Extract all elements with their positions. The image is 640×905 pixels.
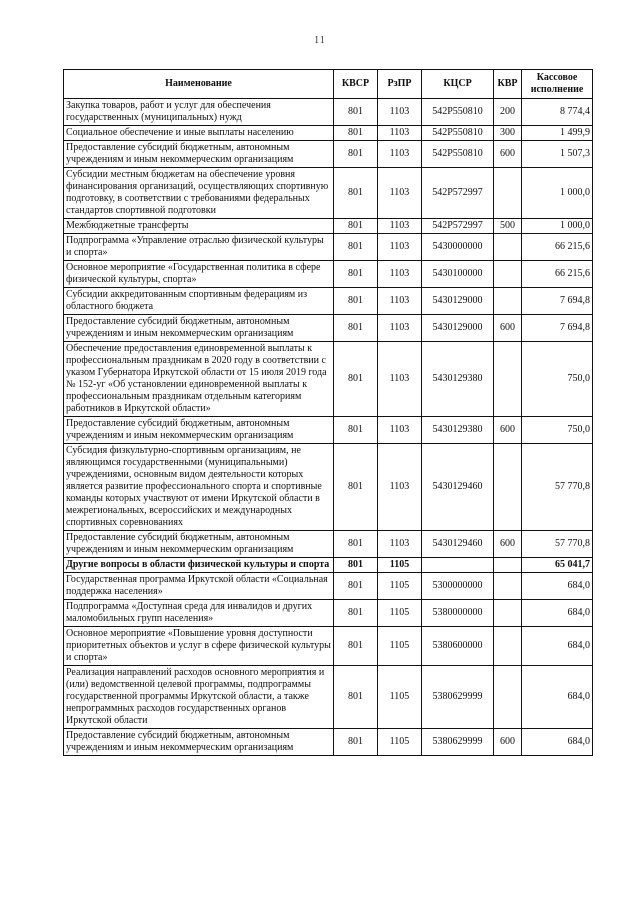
cell-kcsr: 5430129460 <box>422 531 494 558</box>
table-row <box>64 666 593 729</box>
cell-sum: 684,0 <box>522 600 593 627</box>
cell-sum: 750,0 <box>522 342 593 417</box>
cell-kvr: 600 <box>494 417 522 444</box>
table-row <box>64 315 593 342</box>
cell-kcsr: 5300000000 <box>422 573 494 600</box>
cell-kvr: 600 <box>494 315 522 342</box>
cell-name: Субсидии аккредитованным спортивным федерациям из областного бюджета <box>64 288 334 315</box>
cell-name: Предоставление субсидий бюджетным, автономным учреждениям и иным некоммерческим организациям <box>64 417 334 444</box>
cell-kvr: 200 <box>494 99 522 126</box>
cell-kcsr: 5380000000 <box>422 600 494 627</box>
cell-name: Межбюджетные трансферты <box>64 219 334 234</box>
cell-rzpr: 1103 <box>378 342 422 417</box>
cell-kcsr: 5380629999 <box>422 729 494 756</box>
cell-kvr <box>494 627 522 666</box>
cell-kcsr: 542P572997 <box>422 219 494 234</box>
cell-name: Закупка товаров, работ и услуг для обеспечения государственных (муниципальных) нужд <box>64 99 334 126</box>
table-row <box>64 342 593 417</box>
budget-table <box>63 69 593 756</box>
cell-rzpr: 1103 <box>378 261 422 288</box>
header-kcsr: КЦСР <box>422 70 494 99</box>
cell-name: Обеспечение предоставления единовременной выплаты к профессиональным праздникам в 2020 году в соответствии с указом Губернатора Иркутской области от 15 июля 2019 года № 152-уг «Об установлении единовременной выплаты к профессиональным праздникам отдельным категориям работников в Иркутской области» <box>64 342 334 417</box>
cell-rzpr: 1103 <box>378 444 422 531</box>
cell-name: Социальное обеспечение и иные выплаты населению <box>64 126 334 141</box>
cell-rzpr: 1105 <box>378 558 422 573</box>
cell-rzpr: 1103 <box>378 168 422 219</box>
cell-kvsr: 801 <box>334 729 378 756</box>
cell-kvr <box>494 666 522 729</box>
cell-rzpr: 1105 <box>378 729 422 756</box>
cell-kvr: 600 <box>494 729 522 756</box>
cell-kvr <box>494 444 522 531</box>
cell-sum: 684,0 <box>522 627 593 666</box>
cell-name: Другие вопросы в области физической культуры и спорта <box>64 558 334 573</box>
cell-name: Субсидии местным бюджетам на обеспечение уровня финансирования организаций, осуществляющих спортивную подготовку, в соответствии с требованиями федеральных стандартов спортивной подготовки <box>64 168 334 219</box>
cell-sum: 684,0 <box>522 573 593 600</box>
cell-sum: 1 507,3 <box>522 141 593 168</box>
cell-sum: 66 215,6 <box>522 234 593 261</box>
header-kvsr: КВСР <box>334 70 378 99</box>
cell-name: Основное мероприятие «Государственная политика в сфере физической культуры, спорта» <box>64 261 334 288</box>
cell-rzpr: 1105 <box>378 666 422 729</box>
cell-kvr: 600 <box>494 141 522 168</box>
cell-rzpr: 1103 <box>378 99 422 126</box>
cell-kvsr: 801 <box>334 219 378 234</box>
cell-rzpr: 1103 <box>378 126 422 141</box>
cell-kvr <box>494 168 522 219</box>
table-row <box>64 729 593 756</box>
cell-name: Предоставление субсидий бюджетным, автономным учреждениям и иным некоммерческим организациям <box>64 315 334 342</box>
header-sum: Кассовое исполнение <box>522 70 593 99</box>
cell-name: Субсидия физкультурно-спортивным организациям, не являющимся государственными (муниципальными) учреждениями, основным видом деятельности которых является развитие профессионального спорта и спортивные команды которых участвуют от имени Иркутской области в межрегиональных, всероссийских и международных спортивных соревнованиях <box>64 444 334 531</box>
cell-kcsr <box>422 558 494 573</box>
cell-kvsr: 801 <box>334 444 378 531</box>
cell-rzpr: 1105 <box>378 600 422 627</box>
cell-kcsr: 5430000000 <box>422 234 494 261</box>
table-row <box>64 288 593 315</box>
cell-kcsr: 5430100000 <box>422 261 494 288</box>
table-row <box>64 126 593 141</box>
cell-rzpr: 1105 <box>378 573 422 600</box>
cell-kcsr: 5430129000 <box>422 288 494 315</box>
cell-kcsr: 5380600000 <box>422 627 494 666</box>
cell-name: Предоставление субсидий бюджетным, автономным учреждениям и иным некоммерческим организациям <box>64 531 334 558</box>
cell-rzpr: 1103 <box>378 531 422 558</box>
page-number: 11 <box>314 35 326 46</box>
header-rzpr: РзПР <box>378 70 422 99</box>
table-row <box>64 531 593 558</box>
cell-kvr <box>494 558 522 573</box>
table-header-row <box>64 70 593 99</box>
cell-kvsr: 801 <box>334 600 378 627</box>
cell-kvsr: 801 <box>334 315 378 342</box>
cell-kvsr: 801 <box>334 126 378 141</box>
cell-rzpr: 1105 <box>378 627 422 666</box>
cell-sum: 1 000,0 <box>522 168 593 219</box>
cell-sum: 1 000,0 <box>522 219 593 234</box>
cell-kvsr: 801 <box>334 666 378 729</box>
cell-sum: 8 774,4 <box>522 99 593 126</box>
table-row <box>64 168 593 219</box>
cell-sum: 66 215,6 <box>522 261 593 288</box>
cell-kvr: 600 <box>494 531 522 558</box>
cell-sum: 7 694,8 <box>522 288 593 315</box>
table-row <box>64 234 593 261</box>
cell-kvr <box>494 261 522 288</box>
cell-rzpr: 1103 <box>378 219 422 234</box>
cell-name: Государственная программа Иркутской области «Социальная поддержка населения» <box>64 573 334 600</box>
cell-sum: 65 041,7 <box>522 558 593 573</box>
cell-rzpr: 1103 <box>378 315 422 342</box>
cell-kcsr: 542P550810 <box>422 126 494 141</box>
cell-sum: 7 694,8 <box>522 315 593 342</box>
cell-kvr <box>494 234 522 261</box>
cell-name: Предоставление субсидий бюджетным, автономным учреждениям и иным некоммерческим организациям <box>64 729 334 756</box>
cell-kvsr: 801 <box>334 573 378 600</box>
table-row <box>64 261 593 288</box>
cell-kvsr: 801 <box>334 417 378 444</box>
cell-kvr <box>494 600 522 627</box>
header-name: Наименование <box>64 70 334 99</box>
cell-kvr <box>494 573 522 600</box>
cell-sum: 684,0 <box>522 666 593 729</box>
cell-rzpr: 1103 <box>378 141 422 168</box>
cell-kvr: 300 <box>494 126 522 141</box>
cell-kvsr: 801 <box>334 261 378 288</box>
cell-kcsr: 5430129000 <box>422 315 494 342</box>
table-row <box>64 417 593 444</box>
cell-kvsr: 801 <box>334 99 378 126</box>
cell-sum: 684,0 <box>522 729 593 756</box>
cell-rzpr: 1103 <box>378 234 422 261</box>
cell-kvsr: 801 <box>334 234 378 261</box>
cell-kcsr: 5430129460 <box>422 444 494 531</box>
cell-kvr <box>494 288 522 315</box>
table-row <box>64 219 593 234</box>
header-kvr: КВР <box>494 70 522 99</box>
cell-name: Реализация направлений расходов основного мероприятия и (или) ведомственной целевой программы, подпрограммы государственной программы Иркутской области, а также непрограммных расходов государственных органов Иркутской области <box>64 666 334 729</box>
cell-sum: 750,0 <box>522 417 593 444</box>
cell-name: Подпрограмма «Доступная среда для инвалидов и других маломобильных групп населения» <box>64 600 334 627</box>
cell-kcsr: 542P550810 <box>422 99 494 126</box>
cell-kvsr: 801 <box>334 288 378 315</box>
cell-sum: 1 499,9 <box>522 126 593 141</box>
table-row <box>64 99 593 126</box>
cell-kvsr: 801 <box>334 531 378 558</box>
cell-name: Основное мероприятие «Повышение уровня доступности приоритетных объектов и услуг в сфере физической культуры и спорта» <box>64 627 334 666</box>
cell-kvsr: 801 <box>334 627 378 666</box>
cell-rzpr: 1103 <box>378 417 422 444</box>
table-row <box>64 558 593 573</box>
table-row <box>64 573 593 600</box>
cell-kvsr: 801 <box>334 558 378 573</box>
cell-kvsr: 801 <box>334 141 378 168</box>
cell-kvr: 500 <box>494 219 522 234</box>
cell-sum: 57 770,8 <box>522 531 593 558</box>
cell-name: Предоставление субсидий бюджетным, автономным учреждениям и иным некоммерческим организациям <box>64 141 334 168</box>
cell-kvsr: 801 <box>334 342 378 417</box>
cell-kcsr: 5380629999 <box>422 666 494 729</box>
table-row <box>64 627 593 666</box>
cell-name: Подпрограмма «Управление отраслью физической культуры и спорта» <box>64 234 334 261</box>
table-row <box>64 600 593 627</box>
cell-kcsr: 5430129380 <box>422 417 494 444</box>
table-row <box>64 444 593 531</box>
cell-sum: 57 770,8 <box>522 444 593 531</box>
cell-kcsr: 542P572997 <box>422 168 494 219</box>
cell-kcsr: 5430129380 <box>422 342 494 417</box>
cell-rzpr: 1103 <box>378 288 422 315</box>
cell-kvr <box>494 342 522 417</box>
cell-kvsr: 801 <box>334 168 378 219</box>
table-row <box>64 141 593 168</box>
cell-kcsr: 542P550810 <box>422 141 494 168</box>
